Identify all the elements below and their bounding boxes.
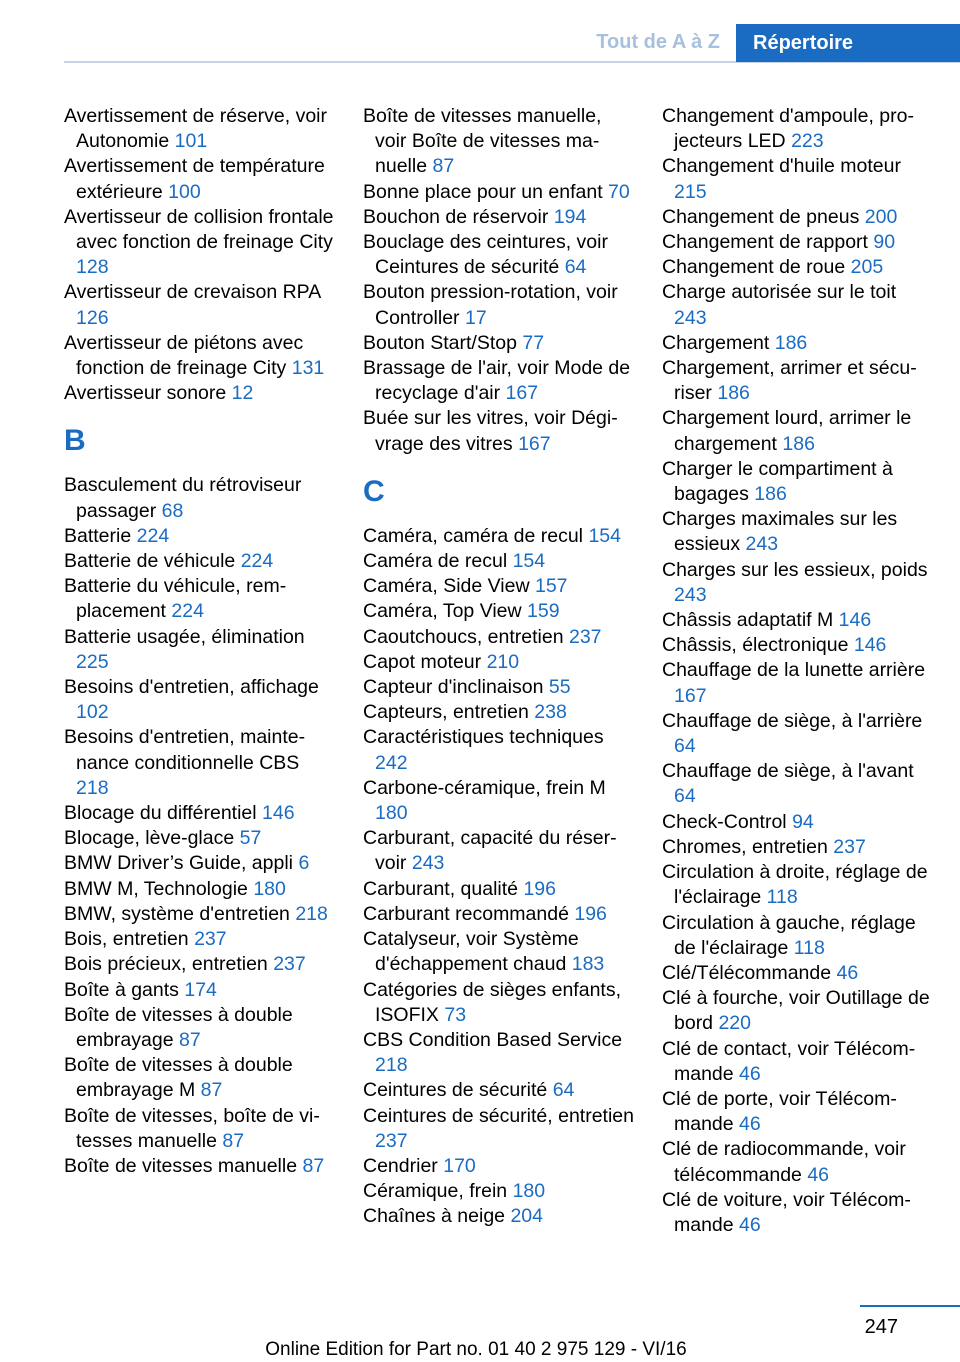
index-entry-page-link[interactable]: 154	[588, 524, 621, 547]
index-entry	[64, 675, 336, 725]
index-entry-page-link[interactable]: 146	[262, 802, 295, 825]
index-entry-term: Blocage, lève-glace	[64, 827, 235, 850]
index-entry	[363, 280, 635, 330]
index-entry	[363, 725, 635, 775]
index-entry	[363, 700, 635, 725]
index-entry-page-link[interactable]: 118	[766, 886, 798, 909]
index-entry	[64, 952, 336, 977]
index-entry-page-link[interactable]: 237	[194, 928, 227, 951]
index-entry	[363, 599, 635, 624]
index-entry-term: Bouclage des ceintures, voir Ceintures de sécurité	[363, 231, 608, 279]
index-entry-page-link[interactable]: 167	[674, 684, 707, 707]
index-entry-page-link[interactable]: 12	[231, 382, 254, 405]
index-entry-term: BMW Driver’s Guide, appli	[64, 852, 294, 875]
index-entry	[662, 205, 932, 230]
index-entry-page-link[interactable]: 196	[523, 877, 556, 900]
index-entry-page-link[interactable]: 180	[512, 1180, 546, 1203]
index-entry	[363, 826, 635, 876]
index-entry-term: Carburant recommandé	[363, 902, 569, 925]
index-entry-term: Capteurs, entretien	[363, 701, 529, 724]
index-entry-term: Chauffage de siège, à l'avant	[662, 760, 914, 783]
index-entry-page-link[interactable]: 224	[171, 600, 204, 623]
index-entry	[363, 1179, 635, 1204]
index-entry-term: Boîte de vitesses à double embrayage M	[64, 1054, 293, 1102]
index-entry-term: Boîte de vitesses manuelle, voir Boîte de vitesses manuelle	[363, 105, 602, 178]
index-entry-page-link[interactable]: 242	[375, 751, 408, 774]
index-entry-page-link[interactable]: 131	[291, 357, 325, 380]
index-entry-page-link[interactable]: 154	[512, 550, 546, 573]
index-entry	[662, 961, 932, 986]
index-entry-page-link[interactable]: 243	[745, 533, 779, 556]
index-entry-term: Clé/Télécommande	[662, 961, 832, 984]
index-entry-term: Carburant, qualité	[363, 877, 519, 900]
index-entry-page-link[interactable]: 186	[774, 331, 808, 354]
index-entry	[64, 381, 336, 406]
index-entry	[662, 658, 932, 708]
index-entry-page-link[interactable]: 180	[375, 802, 408, 825]
index-entry-page-link[interactable]: 243	[674, 583, 707, 606]
index-entry-page-link[interactable]: 218	[76, 776, 109, 799]
index-entry-term: Caractéristiques techniques	[363, 726, 604, 749]
index-entry	[662, 835, 932, 860]
index-entry	[64, 725, 336, 801]
index-entry	[64, 877, 336, 902]
index-entry	[363, 927, 635, 977]
index-entry-page-link[interactable]: 225	[76, 650, 109, 673]
index-entry	[64, 154, 336, 204]
index-entry-page-link[interactable]: 194	[553, 205, 587, 228]
index-entry	[64, 331, 336, 381]
index-entry-page-link[interactable]: 128	[76, 256, 109, 279]
index-entry	[662, 911, 932, 961]
index-entry-page-link[interactable]: 237	[375, 1129, 408, 1152]
index-entry-page-link[interactable]: 46	[739, 1113, 761, 1136]
index-entry-term: Chauffage de siège, à l'arrière	[662, 709, 923, 732]
index-entry	[662, 1137, 932, 1187]
index-entry	[64, 104, 336, 154]
index-entry-page-link[interactable]: 196	[574, 902, 607, 925]
index-entry	[662, 558, 932, 608]
index-entry	[64, 1104, 336, 1154]
index-entry-page-link[interactable]: 157	[534, 575, 568, 598]
index-entry-page-link[interactable]: 210	[486, 650, 520, 673]
index-entry-page-link[interactable]: 167	[518, 432, 551, 455]
index-entry	[363, 1154, 635, 1179]
index-entry-page-link[interactable]: 100	[168, 180, 201, 203]
index-entry	[363, 356, 635, 406]
index-entry-term: Bois, entretien	[64, 928, 189, 951]
index-entry-term: Brassage de l'air, voir Mode de recyclage d'air	[363, 357, 631, 405]
footer-text: Online Edition for Part no. 01 40 2 975 129 - VI/16	[265, 1339, 687, 1360]
tab-tout-de-a-a-z[interactable]: Tout de A à Z	[596, 31, 720, 53]
index-entry	[64, 205, 336, 281]
index-entry	[662, 154, 932, 204]
index-entry	[64, 524, 336, 549]
index-entry-page-link[interactable]: 237	[273, 953, 306, 976]
index-entry-term: Clé de radiocommande, voir télécommande	[662, 1138, 906, 1186]
index-entry	[662, 255, 932, 280]
index-entry-page-link[interactable]: 118	[793, 936, 825, 959]
index-entry-term: Châssis, électronique	[662, 634, 849, 657]
index-entry-page-link[interactable]: 57	[239, 827, 262, 850]
index-entry-term: Batterie usagée, élimination	[64, 625, 305, 648]
index-entry-page-link[interactable]: 70	[608, 180, 630, 203]
index-entry	[363, 902, 635, 927]
index-entry-page-link[interactable]: 238	[534, 701, 567, 724]
section-letter: B	[64, 424, 86, 458]
index-entry-term: Clé à fourche, voir Outillage de bord	[662, 987, 930, 1035]
index-entry-page-link[interactable]: 77	[522, 331, 545, 354]
index-entry	[64, 902, 336, 927]
index-entry-page-link[interactable]: 159	[527, 600, 560, 623]
index-entry	[662, 507, 932, 557]
index-entry-term: Clé de porte, voir Télécommande	[662, 1087, 897, 1136]
index-entry-term: Ceintures de sécurité, entretien	[363, 1104, 634, 1127]
index-entry-page-link[interactable]: 243	[411, 852, 445, 875]
index-entry-term: Boîte de vitesses, boîte de vitesses manuelle	[64, 1104, 320, 1152]
index-entry-page-link[interactable]: 90	[873, 231, 896, 254]
index-entry-page-link[interactable]: 218	[375, 1054, 408, 1077]
index-entry	[363, 675, 635, 700]
index-entry-term: Bonne place pour un enfant	[363, 180, 603, 203]
index-entry-term: Avertisseur de piétons avec fonction de freinage City	[64, 331, 304, 380]
index-entry-term: Avertissement de réserve, voir Autonomie	[64, 105, 327, 153]
index-entry-page-link[interactable]: 87	[222, 1129, 245, 1152]
index-entry-page-link[interactable]: 204	[510, 1205, 543, 1228]
index-entry-page-link[interactable]: 224	[240, 550, 274, 573]
index-entry-term: Bouton pression-rotation, voir Controller	[363, 281, 618, 329]
index-entry	[363, 1104, 635, 1154]
index-entry-term: Boîte à gants	[64, 978, 179, 1001]
index-entry-term: BMW, système d'entretien	[64, 902, 290, 925]
index-entry	[363, 104, 635, 180]
index-entry-term: Catalyseur, voir Système d'échappement chaud	[363, 928, 579, 976]
index-entry-page-link[interactable]: 68	[161, 499, 184, 522]
index-entry	[64, 1154, 336, 1179]
index-entry-term: Chargement lourd, arrimer le chargement	[662, 407, 912, 455]
index-entry	[363, 406, 635, 456]
index-entry-page-link[interactable]: 46	[739, 1062, 761, 1085]
index-entry-term: BMW M, Technologie	[64, 877, 248, 900]
index-entry-term: Ceintures de sécurité	[363, 1079, 548, 1102]
index-entry-term: Batterie du véhicule, remplacement	[64, 575, 287, 623]
index-entry-term: Avertisseur de collision frontale avec fonction de freinage City	[64, 205, 334, 254]
index-entry-page-link[interactable]: 64	[674, 735, 696, 758]
index-entry-page-link[interactable]: 237	[568, 625, 602, 648]
index-entry-page-link[interactable]: 102	[76, 701, 109, 724]
index-entry	[662, 633, 932, 658]
index-entry-term: Bois précieux, entretien	[64, 953, 268, 976]
index-entry	[363, 776, 635, 826]
index-entry-term: Carbone-céramique, frein M	[363, 776, 606, 799]
index-entry-page-link[interactable]: 126	[76, 306, 109, 329]
index-entry	[662, 986, 932, 1036]
page-number: 247	[864, 1316, 898, 1338]
index-entry	[64, 801, 336, 826]
page-number-rule	[860, 1305, 960, 1307]
index-entry-term: Bouton Start/Stop	[363, 331, 517, 354]
index-entry-term: Boîte de vitesses manuelle	[64, 1154, 298, 1177]
index-entry-page-link[interactable]: 87	[200, 1079, 223, 1102]
index-entry	[64, 978, 336, 1003]
index-entry-page-link[interactable]: 73	[444, 1003, 467, 1026]
index-entry-term: Avertissement de température extérieure	[64, 155, 325, 203]
footer-edition	[0, 1339, 960, 1361]
index-entry	[662, 457, 932, 507]
index-entry-page-link[interactable]: 183	[571, 953, 605, 976]
index-entry-page-link[interactable]: 205	[850, 256, 884, 279]
index-entry-term: Bouchon de réservoir	[363, 205, 549, 228]
index-entry	[64, 625, 336, 675]
index-entry	[662, 860, 932, 910]
index-entry	[64, 1003, 336, 1053]
index-entry-term: Caméra de recul	[363, 550, 508, 573]
index-entry-page-link[interactable]: 186	[782, 432, 815, 455]
index-entry	[363, 978, 635, 1028]
index-column-3	[662, 104, 932, 1238]
index-entry-term: Charges sur les essieux, poids	[662, 558, 928, 581]
index-entry-term: Chaînes à neige	[363, 1205, 506, 1228]
index-entry-page-link[interactable]: 6	[298, 852, 310, 875]
index-entry-page-link[interactable]: 46	[739, 1213, 761, 1236]
index-entry-page-link[interactable]: 243	[674, 306, 707, 329]
index-entry	[662, 759, 932, 809]
index-entry	[662, 356, 932, 406]
index-entry	[64, 826, 336, 851]
index-entry-term: Avertisseur de crevaison RPA	[64, 281, 321, 304]
index-entry-term: Boîte de vitesses à double embrayage	[64, 1003, 293, 1051]
index-entry-page-link[interactable]: 146	[853, 634, 887, 657]
index-entry-term: Châssis adaptatif M	[662, 609, 834, 632]
index-entry	[662, 1087, 932, 1137]
index-entry	[662, 709, 932, 759]
index-entry-page-link[interactable]: 174	[184, 978, 217, 1001]
index-entry	[662, 104, 932, 154]
index-entry-page-link[interactable]: 64	[674, 785, 696, 808]
index-entry-page-link[interactable]: 215	[674, 180, 707, 203]
index-entry-term: Circulation à gauche, réglage de l'éclairage	[662, 911, 916, 959]
index-entry-page-link[interactable]: 186	[754, 483, 787, 506]
index-entry	[363, 180, 635, 205]
index-entry-term: Changement de pneus	[662, 205, 860, 228]
index-entry-page-link[interactable]: 87	[178, 1028, 201, 1051]
index-entry	[363, 1078, 635, 1103]
index-entry-term: Carburant, capacité du réservoir	[363, 827, 617, 875]
index-entry-page-link[interactable]: 46	[836, 961, 859, 984]
index-entry	[662, 608, 932, 633]
index-entry-page-link[interactable]: 224	[136, 524, 170, 547]
index-entry	[363, 230, 635, 280]
index-entry-term: Chargement	[662, 331, 770, 354]
index-entry	[363, 1028, 635, 1078]
index-entry	[662, 230, 932, 255]
index-entry-term: Changement de rapport	[662, 231, 868, 254]
index-entry-term: Clé de contact, voir Télécommande	[662, 1037, 916, 1085]
tab-repertoire[interactable]: Répertoire	[736, 24, 960, 62]
index-entry	[64, 574, 336, 624]
index-entry	[662, 1037, 932, 1087]
index-entry-page-link[interactable]: 200	[864, 205, 898, 228]
index-entry-term: Clé de voiture, voir Télécommande	[662, 1188, 911, 1236]
index-entry-page-link[interactable]: 218	[295, 902, 328, 925]
index-entry	[64, 1053, 336, 1103]
index-entry-term: Capot moteur	[363, 650, 482, 673]
index-entry-term: Changement d'huile moteur	[662, 155, 901, 178]
index-entry	[363, 877, 635, 902]
index-entry-page-link[interactable]: 167	[505, 382, 539, 405]
index-entry	[363, 331, 635, 356]
index-entry-page-link[interactable]: 220	[718, 1012, 751, 1035]
index-entry	[363, 524, 635, 549]
index-entry-page-link[interactable]: 17	[464, 306, 487, 329]
index-entry-term: Batterie	[64, 524, 132, 547]
index-entry	[662, 331, 932, 356]
index-entry	[64, 280, 336, 330]
index-entry	[64, 549, 336, 574]
index-entry-page-link[interactable]: 64	[564, 256, 587, 279]
index-entry-page-link[interactable]: 223	[791, 130, 824, 153]
index-entry	[363, 650, 635, 675]
index-entry-term: Check-Control	[662, 810, 787, 833]
index-entry-page-link[interactable]: 146	[838, 609, 872, 632]
index-entry-term: Chauffage de la lunette arrière	[662, 659, 926, 682]
index-entry-term: Catégories de sièges enfants, ISOFIX	[363, 978, 621, 1026]
index-entry	[64, 473, 336, 523]
index-entry-page-link[interactable]: 101	[174, 130, 208, 153]
index-entry-page-link[interactable]: 94	[792, 810, 814, 833]
index-entry	[363, 625, 635, 650]
index-entry-term: Chromes, entretien	[662, 835, 828, 858]
index-entry-page-link[interactable]: 46	[807, 1163, 830, 1186]
index-entry	[363, 205, 635, 230]
index-entry-term: Buée sur les vitres, voir Dégivrage des vitres	[363, 407, 618, 455]
index-entry-page-link[interactable]: 87	[302, 1154, 325, 1177]
index-entry	[363, 549, 635, 574]
index-entry-term: Charge autorisée sur le toit	[662, 281, 897, 304]
index-entry-term: Chargement, arrimer et sécuriser	[662, 357, 917, 405]
index-column-2	[363, 104, 635, 1230]
index-column-1	[64, 104, 336, 1179]
index-entry-term: Caméra, Top View	[363, 600, 522, 623]
index-entry-term: Caoutchoucs, entretien	[363, 625, 564, 648]
index-entry-page-link[interactable]: 87	[432, 155, 455, 178]
index-entry-term: Besoins d'entretien, maintenance conditionnelle CBS	[64, 726, 306, 774]
index-entry-term: Besoins d'entretien, affichage	[64, 676, 319, 699]
index-entry-page-link[interactable]: 55	[548, 676, 571, 699]
index-entry-term: Caméra, Side View	[363, 575, 530, 598]
index-entry	[363, 1204, 635, 1229]
index-entry-term: Blocage du différentiel	[64, 802, 257, 825]
index-entry-page-link[interactable]: 170	[443, 1154, 476, 1177]
index-entry-term: Circulation à droite, réglage de l'éclairage	[662, 861, 928, 909]
index-entry-term: Capteur d'inclinaison	[363, 676, 544, 699]
index-entry-term: Charges maximales sur les essieux	[662, 508, 898, 556]
index-entry-page-link[interactable]: 186	[717, 382, 750, 405]
index-entry-term: Avertisseur sonore	[64, 382, 227, 405]
index-entry-term: CBS Condition Based Service	[363, 1028, 623, 1051]
index-entry-term: Caméra, caméra de recul	[363, 524, 584, 547]
index-entry-term: Changement de roue	[662, 256, 846, 279]
index-entry	[64, 851, 336, 876]
index-entry-page-link[interactable]: 237	[833, 835, 866, 858]
index-entry-term: Basculement du rétroviseur passager	[64, 474, 302, 522]
index-entry	[662, 280, 932, 330]
index-entry-term: Céramique, frein	[363, 1180, 508, 1203]
index-entry-page-link[interactable]: 64	[552, 1079, 575, 1102]
index-entry	[662, 810, 932, 835]
index-entry	[64, 927, 336, 952]
index-entry-term: Cendrier	[363, 1154, 438, 1177]
index-entry	[662, 1188, 932, 1238]
section-letter: C	[363, 474, 385, 508]
index-entry-page-link[interactable]: 180	[253, 877, 286, 900]
index-entry-term: Batterie de véhicule	[64, 550, 236, 573]
index-entry	[363, 574, 635, 599]
index-entry-term: Changement d'ampoule, projecteurs LED	[662, 105, 914, 153]
index-entry	[662, 406, 932, 456]
index-entry-term: Charger le compartiment à bagages	[662, 457, 893, 506]
